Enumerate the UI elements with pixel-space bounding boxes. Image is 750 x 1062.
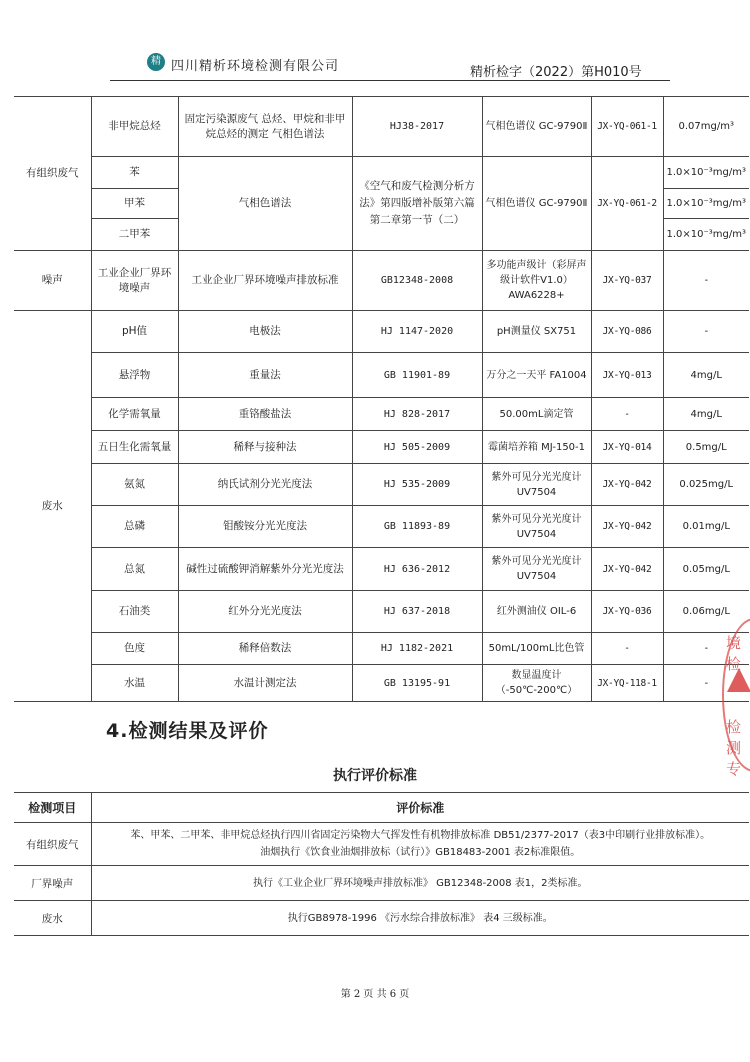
method-cell: 红外分光光度法 <box>178 591 352 633</box>
table-row <box>14 398 749 431</box>
item-cell: 厂界噪声 <box>14 866 91 901</box>
item-cell: 工业企业厂界环境噪声 <box>91 251 178 311</box>
table-header-row <box>14 793 749 823</box>
method-cell: 纳氏试剂分光光度法 <box>178 464 352 506</box>
standard-cell: HJ 1147-2020 <box>352 311 482 353</box>
instrument-id-cell: JX-YQ-013 <box>591 353 663 398</box>
table-row <box>14 591 749 633</box>
item-cell: 有组织废气 <box>14 823 91 866</box>
standard-cell: HJ 637-2018 <box>352 591 482 633</box>
item-cell: 化学需氧量 <box>91 398 178 431</box>
company-logo-icon: 精 <box>147 53 165 71</box>
detection-limit-cell: 0.07mg/m³ <box>663 97 749 157</box>
detection-limit-cell: 1.0×10⁻³mg/m³ <box>663 157 749 189</box>
standard-cell: GB 13195-91 <box>352 665 482 702</box>
method-cell: 工业企业厂界环境噪声排放标准 <box>178 251 352 311</box>
detection-limit-cell: - <box>663 633 749 665</box>
method-cell: 碱性过硫酸钾消解紫外分光光度法 <box>178 548 352 591</box>
instrument-id-cell: JX-YQ-042 <box>591 506 663 548</box>
methods-table <box>14 96 749 702</box>
method-cell: 气相色谱法 <box>178 157 352 251</box>
standard-cell <box>91 823 749 866</box>
table-row <box>14 311 749 353</box>
standard-text-line: 苯、甲苯、二甲苯、非甲烷总烃执行四川省固定污染物大气挥发性有机物排放标准 DB51/2377-2017（表3中印刷行业排放标准）。 <box>130 830 711 841</box>
standard-cell: HJ 1182-2021 <box>352 633 482 665</box>
instrument-id-cell: JX-YQ-036 <box>591 591 663 633</box>
method-cell: 钼酸铵分光光度法 <box>178 506 352 548</box>
item-cell: 悬浮物 <box>91 353 178 398</box>
item-cell: 总磷 <box>91 506 178 548</box>
detection-limit-cell: 0.025mg/L <box>663 464 749 506</box>
standard-cell: GB 11901-89 <box>352 353 482 398</box>
method-cell: 固定污染源废气 总烃、甲烷和非甲烷总烃的测定 气相色谱法 <box>178 97 352 157</box>
item-cell: pH值 <box>91 311 178 353</box>
item-cell: 水温 <box>91 665 178 702</box>
instrument-cell: 万分之一天平 FA1004 <box>482 353 591 398</box>
standard-cell: GB 11893-89 <box>352 506 482 548</box>
instrument-id-cell: - <box>591 633 663 665</box>
standard-cell: 《空气和废气检测分析方法》第四版增补版第六篇第二章第一节（二） <box>352 157 482 251</box>
table-row <box>14 251 749 311</box>
table-row <box>14 464 749 506</box>
category-cell: 噪声 <box>14 251 91 311</box>
instrument-cell: 50.00mL滴定管 <box>482 398 591 431</box>
item-cell: 氨氮 <box>91 464 178 506</box>
document-number: 精析检字（2022）第H010号 <box>470 65 642 80</box>
method-cell: 稀释倍数法 <box>178 633 352 665</box>
instrument-id-cell: JX-YQ-086 <box>591 311 663 353</box>
header-divider <box>110 80 670 81</box>
instrument-id-cell: JX-YQ-042 <box>591 464 663 506</box>
table-row <box>14 665 749 702</box>
page-number: 第 2 页 共 6 页 <box>340 989 410 1000</box>
item-cell: 五日生化需氧量 <box>91 431 178 464</box>
instrument-cell: 红外测油仪 OIL-6 <box>482 591 591 633</box>
table-row <box>14 823 749 866</box>
item-cell: 二甲苯 <box>91 219 178 251</box>
instrument-id-cell: JX-YQ-037 <box>591 251 663 311</box>
instrument-id-cell: JX-YQ-042 <box>591 548 663 591</box>
item-cell: 甲苯 <box>91 189 178 219</box>
standard-cell: 执行GB8978-1996 《污水综合排放标准》 表4 三级标准。 <box>91 901 749 936</box>
section-title: 4.检测结果及评价 <box>106 720 269 742</box>
table-row <box>14 866 749 901</box>
table-row <box>14 548 749 591</box>
item-cell: 石油类 <box>91 591 178 633</box>
table-row <box>14 353 749 398</box>
instrument-cell: 紫外可见分光光度计 UV7504 <box>482 506 591 548</box>
method-cell: 稀释与接种法 <box>178 431 352 464</box>
detection-limit-cell: 0.01mg/L <box>663 506 749 548</box>
instrument-cell: 紫外可见分光光度计 UV7504 <box>482 548 591 591</box>
detection-limit-cell: 1.0×10⁻³mg/m³ <box>663 189 749 219</box>
standard-cell: GB12348-2008 <box>352 251 482 311</box>
standard-text-line: 油烟执行《饮食业油烟排放标（试行）》GB18483-2001 表2标准限值。 <box>260 847 581 858</box>
instrument-cell: 多功能声级计（彩屏声级计软件V1.0）AWA6228+ <box>482 251 591 311</box>
instrument-id-cell: JX-YQ-061-2 <box>591 157 663 251</box>
table-row <box>14 901 749 936</box>
detection-limit-cell: 1.0×10⁻³mg/m³ <box>663 219 749 251</box>
instrument-cell: 紫外可见分光光度计 UV7504 <box>482 464 591 506</box>
instrument-id-cell: - <box>591 398 663 431</box>
instrument-cell: pH测量仪 SX751 <box>482 311 591 353</box>
header-standard-cell: 评价标准 <box>91 793 749 823</box>
item-cell: 非甲烷总烃 <box>91 97 178 157</box>
detection-limit-cell: 0.05mg/L <box>663 548 749 591</box>
table-row <box>14 97 749 157</box>
seal-text-bottom: 检测专 <box>726 718 742 778</box>
table-row <box>14 506 749 548</box>
detection-limit-cell: 4mg/L <box>663 398 749 431</box>
evaluation-table-title: 执行评价标准 <box>333 768 417 784</box>
category-cell: 废水 <box>14 311 91 702</box>
standard-cell: HJ 505-2009 <box>352 431 482 464</box>
company-name: 四川精析环境检测有限公司 <box>171 59 340 74</box>
item-cell: 废水 <box>14 901 91 936</box>
standard-cell: HJ 636-2012 <box>352 548 482 591</box>
method-cell: 重铬酸盐法 <box>178 398 352 431</box>
seal-text-top: 境检 <box>726 634 742 673</box>
instrument-cell: 气相色谱仪 GC-9790Ⅱ <box>482 157 591 251</box>
table-row <box>14 633 749 665</box>
instrument-id-cell: JX-YQ-118-1 <box>591 665 663 702</box>
instrument-id-cell: JX-YQ-014 <box>591 431 663 464</box>
evaluation-table <box>14 792 749 936</box>
seal-star-icon <box>727 668 750 692</box>
instrument-cell: 气相色谱仪 GC-9790Ⅱ <box>482 97 591 157</box>
detection-limit-cell: - <box>663 311 749 353</box>
table-row <box>14 431 749 464</box>
detection-limit-cell: 0.5mg/L <box>663 431 749 464</box>
standard-cell: 执行《工业企业厂界环境噪声排放标准》 GB12348-2008 表1，2类标准。 <box>91 866 749 901</box>
detection-limit-cell: 4mg/L <box>663 353 749 398</box>
method-cell: 水温计测定法 <box>178 665 352 702</box>
detection-limit-cell: - <box>663 665 749 702</box>
instrument-cell: 50mL/100mL比色管 <box>482 633 591 665</box>
standard-cell: HJ 535-2009 <box>352 464 482 506</box>
standard-cell: HJ38-2017 <box>352 97 482 157</box>
detection-limit-cell: 0.06mg/L <box>663 591 749 633</box>
method-cell: 电极法 <box>178 311 352 353</box>
item-cell: 总氮 <box>91 548 178 591</box>
category-cell: 有组织废气 <box>14 97 91 251</box>
method-cell: 重量法 <box>178 353 352 398</box>
instrument-cell: 霉菌培养箱 MJ-150-1 <box>482 431 591 464</box>
item-cell: 苯 <box>91 157 178 189</box>
detection-limit-cell: - <box>663 251 749 311</box>
instrument-cell: 数显温度计（-50℃-200℃） <box>482 665 591 702</box>
instrument-id-cell: JX-YQ-061-1 <box>591 97 663 157</box>
table-row <box>14 157 749 189</box>
item-cell: 色度 <box>91 633 178 665</box>
standard-cell: HJ 828-2017 <box>352 398 482 431</box>
header-item-cell: 检测项目 <box>14 793 91 823</box>
